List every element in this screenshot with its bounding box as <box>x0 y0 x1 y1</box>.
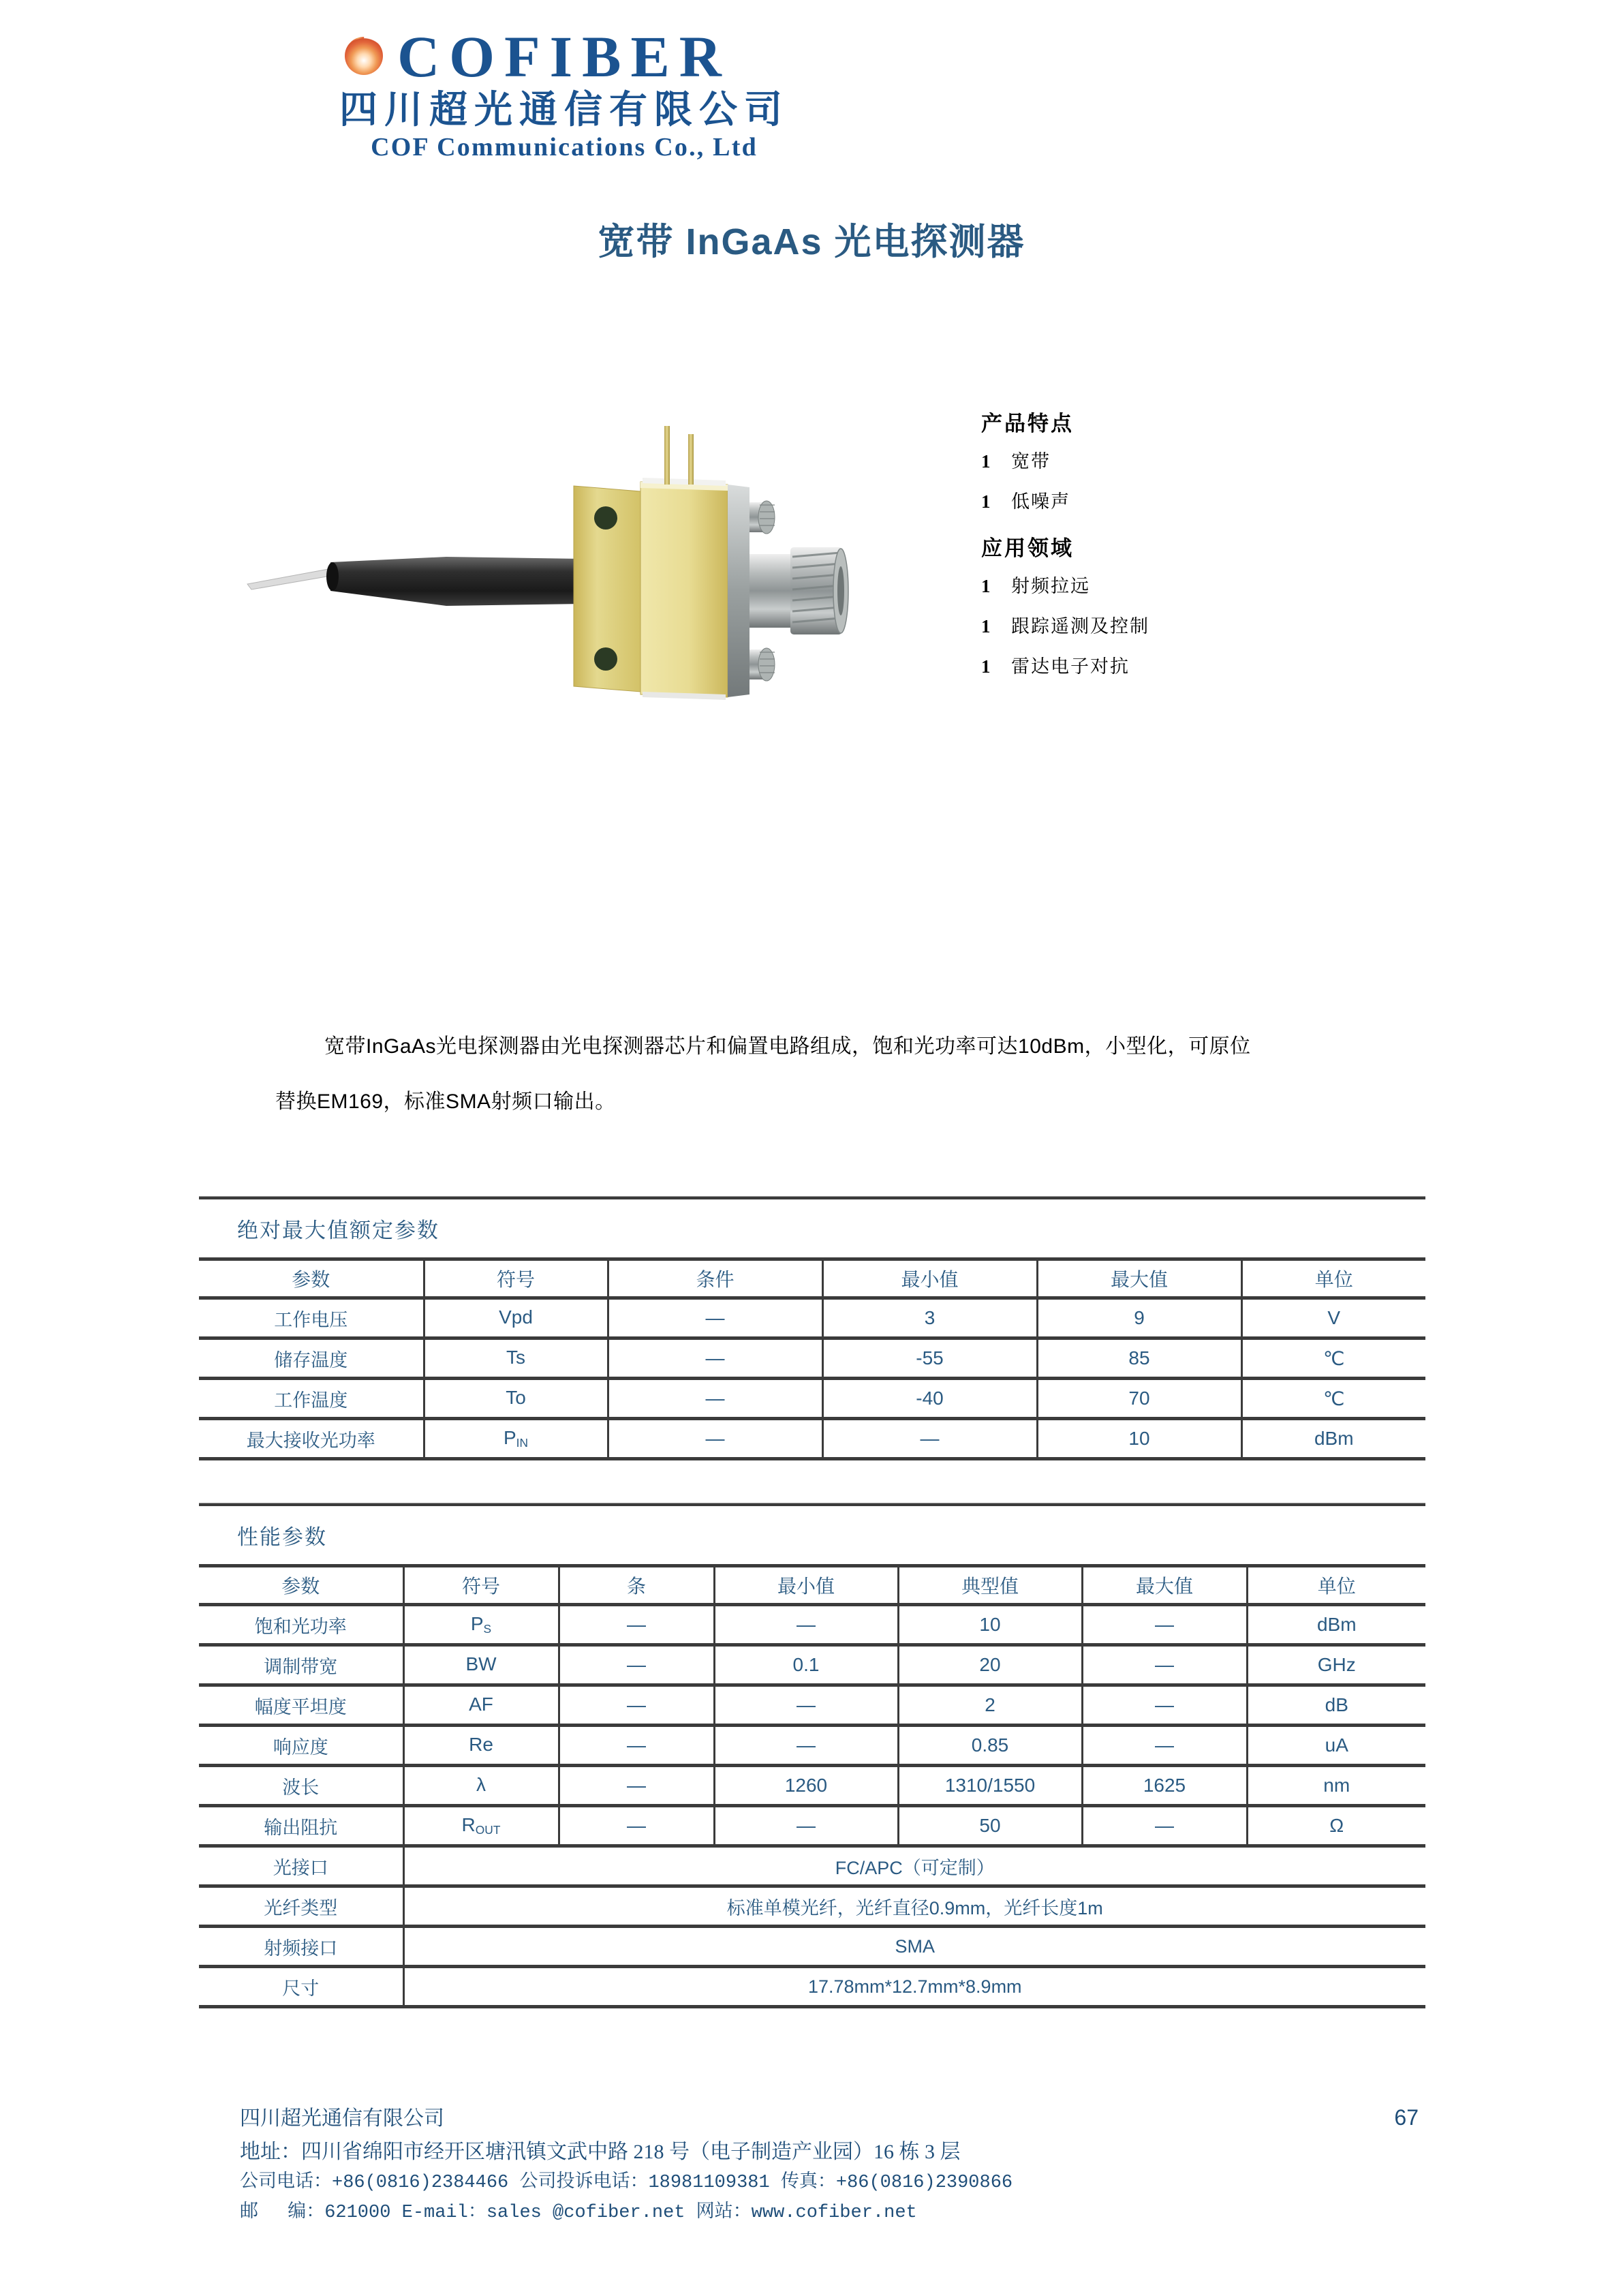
cell-min: — <box>714 1605 898 1645</box>
table-row <box>199 1419 1425 1459</box>
column-header: 最大值 <box>1037 1259 1241 1298</box>
column-header: 符号 <box>424 1259 608 1298</box>
feature-item <box>981 487 1363 513</box>
cell-condition: — <box>559 1766 714 1806</box>
cell-max: — <box>1082 1685 1247 1726</box>
column-header: 符号 <box>403 1566 559 1605</box>
feature-label: 雷达电子对抗 <box>1011 656 1130 677</box>
cell-min: -40 <box>822 1379 1037 1419</box>
cell-min: 1260 <box>714 1766 898 1806</box>
cell-unit: dB <box>1247 1685 1425 1726</box>
cell-param: 光纤类型 <box>199 1886 403 1927</box>
table-row <box>199 1726 1425 1766</box>
cell-symbol: To <box>424 1379 608 1419</box>
section-absolute-ratings <box>199 1196 1425 1460</box>
cell-max: — <box>1082 1806 1247 1846</box>
feature-item <box>981 446 1363 473</box>
table-header-row <box>199 1259 1425 1298</box>
section-title-performance: 性能参数 <box>237 1525 327 1549</box>
page-title: 宽带 InGaAs 光电探测器 <box>598 221 1025 262</box>
table-header-row <box>199 1566 1425 1605</box>
cell-max: 85 <box>1037 1338 1241 1379</box>
cell-unit: dBm <box>1241 1419 1425 1459</box>
cell-symbol: $P_S$ <box>403 1605 559 1645</box>
table-row <box>199 1846 1425 1886</box>
cell-condition: — <box>608 1298 822 1338</box>
cell-typ: 1310/1550 <box>898 1766 1082 1806</box>
cell-spanned-value: 标准单模光纤，光纤直径0.9mm，光纤长度1m <box>403 1886 1425 1927</box>
cell-spanned-value: FC/APC（可定制） <box>403 1846 1425 1886</box>
column-header: 最大值 <box>1082 1566 1247 1605</box>
feature-label: 宽带 <box>1011 451 1051 472</box>
product-photo-illustration <box>242 399 855 705</box>
footer-contact: 邮 编：621000 E-mail：sales @cofiber.net 网站：www.cofiber.net <box>240 2202 917 2223</box>
cell-param: 波长 <box>199 1766 403 1806</box>
cell-unit: Ω <box>1247 1806 1425 1846</box>
cell-param: 储存温度 <box>199 1338 424 1379</box>
cell-param: 光接口 <box>199 1846 403 1886</box>
feature-label: 射频拉远 <box>1011 576 1090 596</box>
cell-symbol: AF <box>403 1685 559 1726</box>
table-row <box>199 1338 1425 1379</box>
column-header: 参数 <box>199 1259 424 1298</box>
cell-symbol: Re <box>403 1726 559 1766</box>
table-row <box>199 1645 1425 1685</box>
cell-typ: 0.85 <box>898 1726 1082 1766</box>
cell-param: 饱和光功率 <box>199 1605 403 1645</box>
cell-spanned-value: SMA <box>403 1927 1425 1967</box>
cell-symbol: $R_{OUT}$ <box>403 1806 559 1846</box>
cell-param: 射频接口 <box>199 1927 403 1967</box>
absolute-ratings-table <box>199 1257 1425 1460</box>
cell-unit: V <box>1241 1298 1425 1338</box>
cell-min: — <box>714 1806 898 1846</box>
cell-min: -55 <box>822 1338 1037 1379</box>
cell-max: — <box>1082 1726 1247 1766</box>
cell-unit: ℃ <box>1241 1379 1425 1419</box>
logo-chinese-name: 四川超光通信有限公司 <box>339 89 789 132</box>
product-description <box>275 1031 1360 1118</box>
cell-symbol: Vpd <box>424 1298 608 1338</box>
bullet-icon: 1 <box>981 616 991 637</box>
features-heading-application: 应用领域 <box>981 536 1074 560</box>
table-row <box>199 1685 1425 1726</box>
cell-typ: 50 <box>898 1806 1082 1846</box>
feature-item <box>981 652 1363 678</box>
sunburst-icon <box>345 37 383 75</box>
cell-max: 9 <box>1037 1298 1241 1338</box>
cell-max: — <box>1082 1645 1247 1685</box>
features-panel <box>981 406 1363 692</box>
cell-max: 1625 <box>1082 1766 1247 1806</box>
column-header: 条件 <box>608 1259 822 1298</box>
feature-item <box>981 611 1363 638</box>
logo-wordmark-text: COFIBER <box>397 24 731 89</box>
cell-condition: — <box>559 1726 714 1766</box>
cell-param: 输出阻抗 <box>199 1806 403 1846</box>
cell-param: 工作温度 <box>199 1379 424 1419</box>
performance-table <box>199 1564 1425 2008</box>
section-performance <box>199 1503 1425 2008</box>
column-header: 单位 <box>1247 1566 1425 1605</box>
footer-phones: 公司电话：+86(0816)2384466 公司投诉电话：18981109381 传真：+86(0816)2390866 <box>240 2173 1013 2194</box>
company-logo <box>264 24 864 162</box>
cell-spanned-value: 17.78mm*12.7mm*8.9mm <box>403 1967 1425 2007</box>
cell-param: 响应度 <box>199 1726 403 1766</box>
table-row <box>199 1605 1425 1645</box>
cell-symbol: Ts <box>424 1338 608 1379</box>
feature-label: 跟踪遥测及控制 <box>1011 616 1149 637</box>
column-header: 单位 <box>1241 1259 1425 1298</box>
description-paragraph-1: 宽带InGaAs光电探测器由光电探测器芯片和偏置电路组成，饱和光功率可达10dBm，小型化，可原位 <box>324 1035 1251 1058</box>
features-heading-product: 产品特点 <box>981 412 1074 435</box>
cell-param: 尺寸 <box>199 1967 403 2007</box>
footer-top-row <box>240 2102 1419 2136</box>
column-header: 参数 <box>199 1566 403 1605</box>
section-title-absolute: 绝对最大值额定参数 <box>237 1219 439 1242</box>
cell-condition: — <box>559 1806 714 1846</box>
column-header: 典型值 <box>898 1566 1082 1605</box>
cell-condition: — <box>559 1645 714 1685</box>
table-row <box>199 1766 1425 1806</box>
cell-unit: uA <box>1247 1726 1425 1766</box>
column-header: 最小值 <box>714 1566 898 1605</box>
cell-max: 10 <box>1037 1419 1241 1459</box>
column-header: 最小值 <box>822 1259 1037 1298</box>
cell-typ: 10 <box>898 1605 1082 1645</box>
cell-typ: 2 <box>898 1685 1082 1726</box>
table-row <box>199 1927 1425 1967</box>
bullet-icon: 1 <box>981 576 991 596</box>
cell-typ: 20 <box>898 1645 1082 1685</box>
feature-item <box>981 571 1363 598</box>
table-row <box>199 1967 1425 2007</box>
cell-param: 幅度平坦度 <box>199 1685 403 1726</box>
cell-condition: — <box>559 1685 714 1726</box>
footer-address: 地址：四川省绵阳市经开区塘汛镇文武中路 218 号（电子制造产业园）16 栋 3 层 <box>240 2140 961 2163</box>
table-row <box>199 1298 1425 1338</box>
footer-company: 四川超光通信有限公司 <box>240 2107 444 2130</box>
product-photo <box>242 399 855 705</box>
cell-param: 工作电压 <box>199 1298 424 1338</box>
cell-symbol: BW <box>403 1645 559 1685</box>
cell-min: — <box>714 1726 898 1766</box>
logo-wordmark <box>264 24 864 89</box>
cell-min: — <box>714 1685 898 1726</box>
cell-symbol: $P_{IN}$ <box>424 1419 608 1459</box>
logo-english-name: COF Communications Co., Ltd <box>371 133 758 162</box>
cell-condition: — <box>608 1338 822 1379</box>
cell-unit: GHz <box>1247 1645 1425 1685</box>
cell-unit: dBm <box>1247 1605 1425 1645</box>
cell-param: 调制带宽 <box>199 1645 403 1685</box>
cell-param: 最大接收光功率 <box>199 1419 424 1459</box>
cell-condition: — <box>559 1605 714 1645</box>
cell-condition: — <box>608 1419 822 1459</box>
bullet-icon: 1 <box>981 656 991 677</box>
table-row <box>199 1379 1425 1419</box>
cell-symbol: λ <box>403 1766 559 1806</box>
cell-max: — <box>1082 1605 1247 1645</box>
cell-condition: — <box>608 1379 822 1419</box>
page-footer <box>240 2102 1419 2229</box>
feature-label: 低噪声 <box>1011 491 1070 512</box>
cell-unit: nm <box>1247 1766 1425 1806</box>
bullet-icon: 1 <box>981 451 991 472</box>
cell-unit: ℃ <box>1241 1338 1425 1379</box>
description-paragraph-2: 替换EM169，标准SMA射频口输出。 <box>275 1090 616 1113</box>
bullet-icon: 1 <box>981 491 991 512</box>
cell-max: 70 <box>1037 1379 1241 1419</box>
table-row <box>199 1806 1425 1846</box>
column-header: 条 <box>559 1566 714 1605</box>
table-row <box>199 1886 1425 1927</box>
cell-min: — <box>822 1419 1037 1459</box>
cell-min: 0.1 <box>714 1645 898 1685</box>
cell-min: 3 <box>822 1298 1037 1338</box>
page-number: 67 <box>1394 2105 1419 2130</box>
